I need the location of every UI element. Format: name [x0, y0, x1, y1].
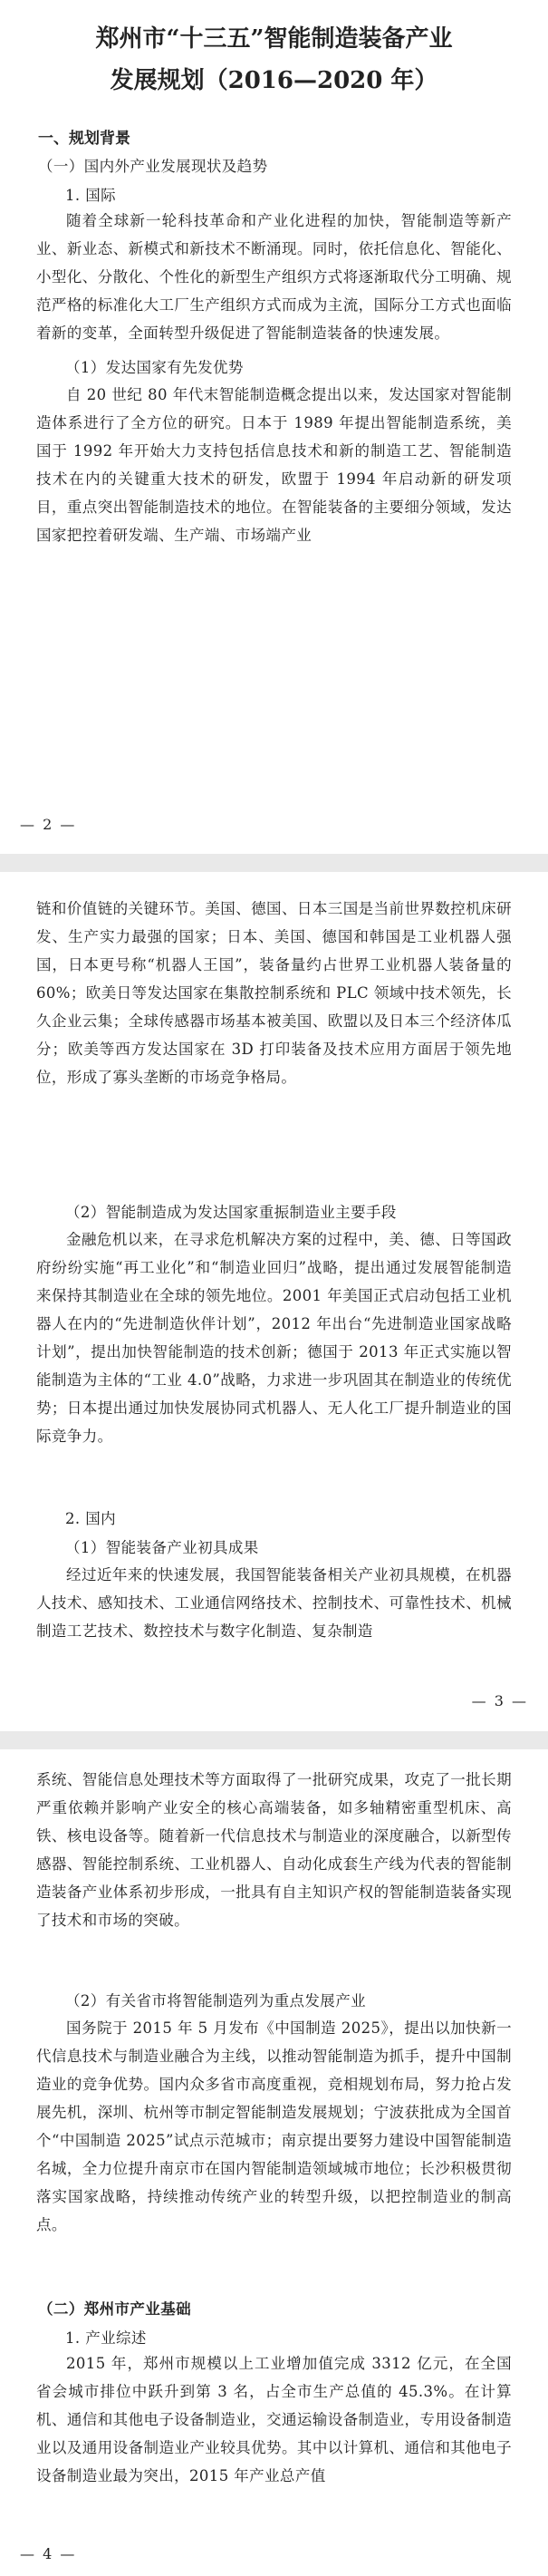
- document-page-4: [0, 1749, 548, 2576]
- paragraph: 系统、智能信息处理技术等方面取得了一批研究成果，攻克了一批长期严重依赖并影响产业安全的核心高端装备，如多轴精密重型机床、高铁、核电设备等。随着新一代信息技术与制造业的深度融合，以新型传感器、智能控制系统、工业机器人、自动化成套生产线为代表的智能制造装备产业体系初步形成，一批具有自主知识产权的智能制造装备实现了技术和市场的突破。: [36, 1771, 512, 1929]
- heading-industry-overview: 1. 产业综述: [65, 2329, 147, 2347]
- subsection-heading: （一）国内外产业发展现状及趋势: [38, 158, 268, 175]
- subsection-heading: （二）郑州市产业基础: [38, 2300, 191, 2318]
- page-number: — 2 —: [20, 816, 77, 833]
- paragraph: 随着全球新一轮科技革命和产业化进程的加快，智能制造等新产业、新业态、新模式和新技术不断涌现。同时，依托信息化、智能化、小型化、分散化、个性化的新型生产组织方式将逐渐取代分工明确、规范严格的标准化大工厂生产组织方式而成为主流，国际分工方式也面临着新的变革，全面转型升级促进了智能制造装备的快速发展。: [36, 212, 512, 342]
- heading-domestic: 2. 国内: [65, 1510, 116, 1527]
- paragraph: 自 20 世纪 80 年代末智能制造概念提出以来，发达国家对智能制造体系进行了全方位的研究。日本于 1989 年提出智能制造系统，美国于 1992 年开始大力支持包括信息技术和新的制造工艺、智能制造技术在内的关键重大技术的研发，欧盟于 1994 年启动新的研发项目，重点突出智能制造技术的地位。在智能装备的主要细分领域，发达国家把控着研发端、生产端、市场端产业: [36, 386, 512, 544]
- page-number: — 4 —: [20, 2545, 77, 2562]
- page-gap: [0, 854, 548, 872]
- document-page-2: [0, 0, 548, 854]
- heading-international: 1. 国际: [65, 187, 116, 204]
- document-title-line1: 郑州市“十三五”智能制造装备产业: [95, 25, 453, 53]
- document-page-3: [0, 872, 548, 1731]
- paragraph: 2015 年，郑州市规模以上工业增加值完成 3312 亿元，在全国省会城市排位中跃升到第 3 名，占全市生产总值的 45.3%。在计算机、通信和其他电子设备制造业，交通运输设备制造业，专用设备制造业以及通用设备制造业产业较具优势。其中以计算机、通信和其他电子设备制造业最为突出，2015 年产业总产值: [36, 2355, 512, 2484]
- heading-key-industry: （2）有关省市将智能制造列为重点发展产业: [65, 1992, 366, 2009]
- document-title-line2: 发展规划（2016—2020 年）: [110, 67, 438, 94]
- page-gap: [0, 1731, 548, 1749]
- paragraph: 国务院于 2015 年 5 月发布《中国制造 2025》，提出以加快新一代信息技术与制造业融合为主线，以推动智能制造为抓手，提升中国制造业的竞争优势。国内众多省市高度重视，竞相规划布局，努力抢占发展先机，深圳、杭州等市制定智能制造发展规划；宁波获批成为全国首个“中国制造 2025”试点示范城市；南京提出要努力建设中国智能制造名城，全力位提升南京市在国内智能制造领域城市地位；长沙积极贯彻落实国家战略，持续推动传统产业的转型升级，以把控制造业的制高点。: [36, 2019, 512, 2233]
- page-number: — 3 —: [471, 1692, 528, 1709]
- heading-developed-countries: （1）发达国家有先发优势: [65, 359, 244, 376]
- section-heading: 一、规划背景: [38, 130, 130, 148]
- paragraph: 金融危机以来，在寻求危机解决方案的过程中，美、德、日等国政府纷纷实施“再工业化”和“制造业回归”战略，提出通过发展智能制造来保持其制造业在全球的领先地位。2001 年美国正式启动包括工业机器人在内的“先进制造伙伴计划”，2012 年出台“先进制造业国家战略计划”，提出加快智能制造的技术创新；德国于 2013 年正式实施以智能制造为主体的“工业 4.0”战略，力求进一步巩固其在制造业的传统优势；日本提出通过加快发展协同式机器人、无人化工厂提升制造业的国际竞争力。: [36, 1231, 512, 1445]
- heading-smart-manufacturing-means: （2）智能制造成为发达国家重振制造业主要手段: [65, 1204, 397, 1221]
- paragraph: 经过近年来的快速发展，我国智能装备相关产业初具规模，在机器人技术、感知技术、工业通信网络技术、控制技术、可靠性技术、机械制造工艺技术、数控技术与数字化制造、复杂制造: [36, 1566, 512, 1640]
- paragraph: 链和价值链的关键环节。美国、德国、日本三国是当前世界数控机床研发、生产实力最强的国家；日本、美国、德国和韩国是工业机器人强国，日本更号称“机器人王国”，装备量约占世界工业机器人装备量的 60%；欧美日等发达国家在集散控制系统和 PLC 领域中技术领先，长久企业云集；全球传感器市场基本被美国、欧盟以及日本三个经济体瓜分；欧美等西方发达国家在 3D 打印装备及技术应用方面居于领先地位，形成了寡头垄断的市场竞争格局。: [36, 900, 512, 1086]
- heading-domestic-results: （1）智能装备产业初具成果: [65, 1539, 259, 1556]
